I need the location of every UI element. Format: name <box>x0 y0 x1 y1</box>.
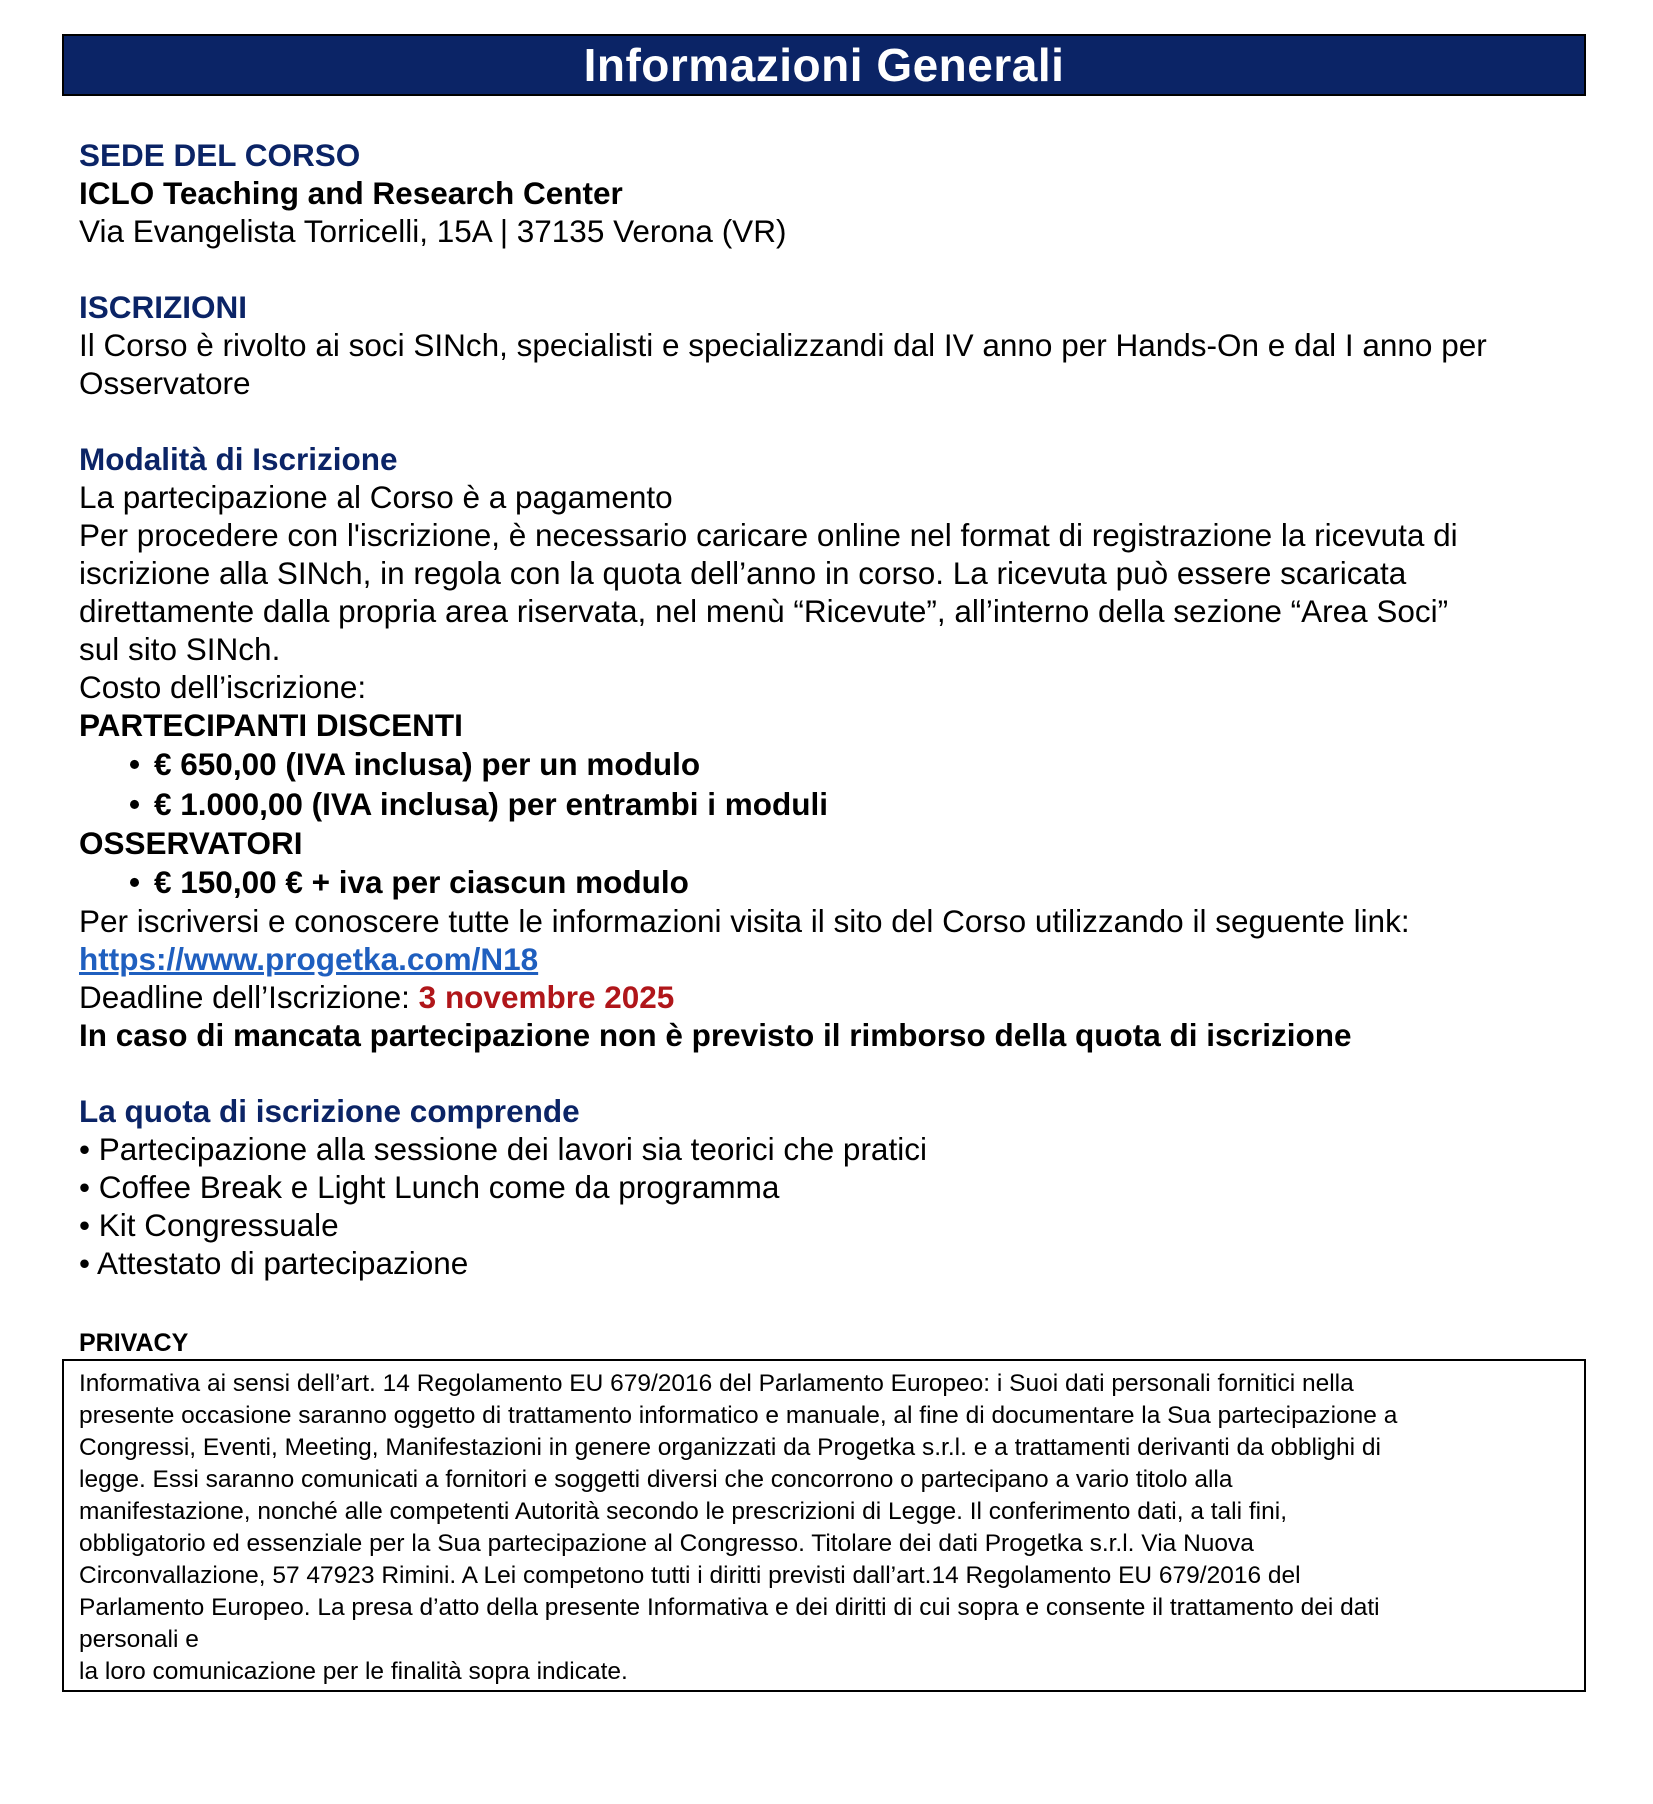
quota-list-item: • Attestato di partecipazione <box>79 1245 469 1281</box>
iscrizioni-heading: ISCRIZIONI <box>79 289 248 325</box>
deadline-date: 3 novembre 2025 <box>418 979 675 1015</box>
info-text: Per iscriversi e conoscere tutte le informazioni visita il sito del Corso utilizzando il seguente link: <box>79 903 1410 939</box>
price-text: € 1.000,00 (IVA inclusa) per entrambi i moduli <box>154 786 828 822</box>
modalita-text-line: Per procedere con l'iscrizione, è necessario caricare online nel format di registrazione la ricevuta di <box>79 517 1458 553</box>
modalita-text-line: La partecipazione al Corso è a pagamento <box>79 479 673 515</box>
price-list-item <box>79 862 1579 902</box>
course-website-link[interactable]: https://www.progetka.com/N18 <box>79 941 539 977</box>
modalita-text-line: sul sito SINch. <box>79 631 281 667</box>
cost-label: Costo dell’iscrizione: <box>79 669 367 705</box>
sede-heading: SEDE DEL CORSO <box>79 137 361 173</box>
spacer <box>79 250 1579 288</box>
privacy-notice-box <box>62 1359 1586 1692</box>
privacy-heading: PRIVACY <box>79 1329 189 1357</box>
price-list-item <box>79 744 1579 784</box>
bullet-icon: • <box>129 864 141 900</box>
privacy-text-line: Parlamento Europeo. La presa d’atto della presente Informativa e dei diritti di cui sopra e consente il trattamento dei dati <box>79 1594 1380 1621</box>
price-text: € 150,00 € + iva per ciascun modulo <box>154 864 689 900</box>
privacy-text-line: manifestazione, nonché alle competenti Autorità secondo le prescrizioni di Legge. Il conferimento dati, a tali fini, <box>79 1498 1288 1525</box>
bullet-icon: • <box>129 786 141 822</box>
deadline-line <box>79 978 1579 1016</box>
quota-list-item: • Kit Congressuale <box>79 1207 339 1243</box>
main-content <box>79 136 1579 1282</box>
modalita-text-line: direttamente dalla propria area riservata, nel menù “Ricevute”, all’interno della sezione “Area Soci” <box>79 593 1449 629</box>
quota-heading: La quota di iscrizione comprende <box>79 1093 580 1129</box>
modalita-text-line: iscrizione alla SINch, in regola con la quota dell’anno in corso. La ricevuta può essere scaricata <box>79 555 1407 591</box>
privacy-text-line: la loro comunicazione per le finalità sopra indicate. <box>79 1658 628 1685</box>
partecipanti-price-list <box>79 744 1579 824</box>
osservatori-heading: OSSERVATORI <box>79 825 303 861</box>
privacy-text-line: Congressi, Eventi, Meeting, Manifestazioni in genere organizzati da Progetka s.r.l. e a trattamenti derivanti da obblighi di <box>79 1434 1381 1461</box>
iscrizioni-text-line: Il Corso è rivolto ai soci SINch, specialisti e specializzandi dal IV anno per Hands-On e dal I anno per <box>79 327 1487 363</box>
privacy-text-line: obbligatorio ed essenziale per la Sua partecipazione al Congresso. Titolare dei dati Progetka s.r.l. Via Nuova <box>79 1530 1254 1557</box>
venue-name: ICLO Teaching and Research Center <box>79 175 623 211</box>
privacy-text-line: Informativa ai sensi dell’art. 14 Regolamento EU 679/2016 del Parlamento Europeo: i Suoi dati personali fornitici nella <box>79 1370 1354 1397</box>
partecipanti-heading: PARTECIPANTI DISCENTI <box>79 707 463 743</box>
iscrizioni-text-line: Osservatore <box>79 365 251 401</box>
section-sede <box>79 136 1579 250</box>
header-bar <box>62 34 1586 96</box>
spacer <box>79 402 1579 440</box>
venue-address: Via Evangelista Torricelli, 15A | 37135 Verona (VR) <box>79 213 787 249</box>
privacy-text-line: legge. Essi saranno comunicati a fornitori e soggetti diversi che concorrono o partecipano a vario titolo alla <box>79 1466 1233 1493</box>
quota-list-item: • Partecipazione alla sessione dei lavori sia teorici che pratici <box>79 1131 927 1167</box>
deadline-label: Deadline dell’Iscrizione: <box>79 979 419 1015</box>
no-refund-notice: In caso di mancata partecipazione non è previsto il rimborso della quota di iscrizione <box>79 1017 1352 1053</box>
privacy-text-line: presente occasione saranno oggetto di trattamento informatico e manuale, al fine di documentare la Sua partecipazione a <box>79 1402 1398 1429</box>
section-quota <box>79 1092 1579 1282</box>
price-list-item <box>79 784 1579 824</box>
privacy-text-line: Circonvallazione, 57 47923 Rimini. A Lei competono tutti i diritti previsti dall’art.14 Regolamento EU 679/2016 del <box>79 1562 1301 1589</box>
page-title: Informazioni Generali <box>583 39 1065 91</box>
quota-list-item: • Coffee Break e Light Lunch come da programma <box>79 1169 780 1205</box>
privacy-text-line: personali e <box>79 1626 199 1653</box>
section-modalita <box>79 440 1579 1054</box>
section-iscrizioni <box>79 288 1579 402</box>
osservatori-price-list <box>79 862 1579 902</box>
spacer <box>79 1054 1579 1092</box>
bullet-icon: • <box>129 746 141 782</box>
modalita-heading: Modalità di Iscrizione <box>79 441 398 477</box>
price-text: € 650,00 (IVA inclusa) per un modulo <box>154 746 701 782</box>
